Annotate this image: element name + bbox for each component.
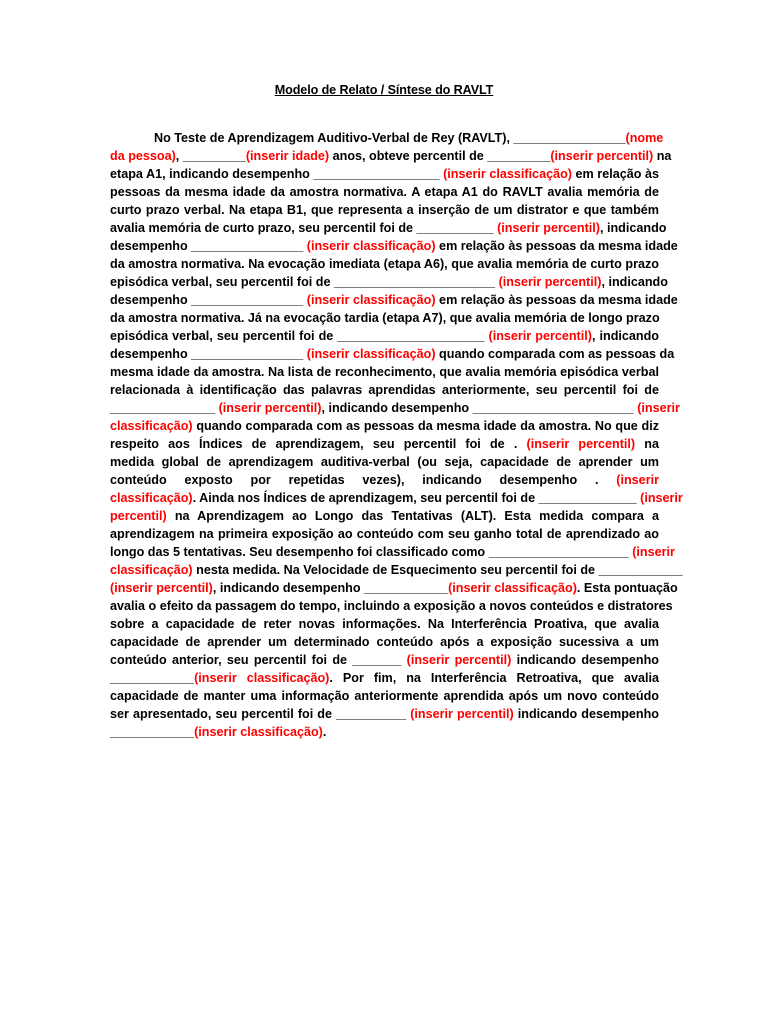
report-text: . Esta pontuação: [576, 581, 678, 595]
report-line: [110, 435, 659, 453]
placeholder-text: (inserir percentil): [110, 581, 213, 595]
report-text: , indicando: [601, 275, 668, 289]
report-text: sobre a capacidade de reter novas informações. Na Interferência Proativa, que avalia: [110, 617, 659, 631]
placeholder-text: (inserir: [637, 401, 680, 415]
report-line: [110, 219, 667, 237]
report-text: desempenho ________________: [110, 347, 307, 361]
report-line: [110, 471, 659, 489]
report-text: avalia memória de curto prazo, seu percentil foi de ___________: [110, 221, 498, 235]
report-line: [110, 597, 673, 615]
report-text: indicando desempenho: [511, 653, 660, 667]
report-text: anos, obteve percentil de _________: [329, 149, 551, 163]
placeholder-text: (inserir percentil): [488, 329, 592, 343]
report-text: conteúdo exposto por repetidas vezes), indicando desempenho .: [110, 473, 617, 487]
report-line: [110, 255, 659, 273]
report-text: quando comparada com as pessoas da: [435, 347, 675, 361]
report-text: nesta medida. Na Velocidade de Esquecimento seu percentil foi de ____________: [192, 563, 683, 577]
report-line: [110, 507, 659, 525]
report-text: em relação às: [571, 167, 659, 181]
placeholder-text: classificação): [110, 419, 193, 433]
report-line: [110, 147, 672, 165]
placeholder-text: (inserir percentil): [550, 149, 654, 163]
report-line: [110, 363, 659, 381]
report-line: [110, 327, 659, 345]
report-line: [110, 561, 683, 579]
report-text: , indicando desempenho _______________________: [321, 401, 638, 415]
placeholder-text: (inserir: [616, 473, 659, 487]
report-text: desempenho ________________: [110, 293, 307, 307]
placeholder-text: (inserir percentil): [218, 401, 322, 415]
report-text: ser apresentado, seu percentil foi de __________: [110, 707, 411, 721]
report-line: [110, 687, 659, 705]
placeholder-text: da pessoa): [110, 149, 176, 163]
report-text: relacionada à identificação das palavras aprendidas anteriormente, seu percentil foi de: [110, 383, 659, 397]
report-text: . Por fim, na Interferência Retroativa, que avalia: [329, 671, 659, 685]
placeholder-text: (inserir percentil): [526, 437, 636, 451]
document-title: Modelo de Relato / Síntese do RAVLT: [274, 83, 494, 97]
report-line: [110, 309, 659, 327]
placeholder-text: percentil): [110, 509, 167, 523]
report-text: episódica verbal, seu percentil foi de _____________________: [110, 329, 489, 343]
report-text: na: [635, 437, 659, 451]
report-line: [110, 615, 659, 633]
report-text: indicando desempenho: [513, 707, 659, 721]
placeholder-text: (inserir percentil): [498, 275, 602, 289]
report-text: conteúdo anterior, seu percentil foi de _______: [110, 653, 407, 667]
report-text: . Ainda nos Índices de aprendizagem, seu percentil foi de ______________: [192, 491, 641, 505]
report-text: , indicando desempenho ____________: [212, 581, 449, 595]
placeholder-text: (inserir classificação): [306, 239, 436, 253]
report-line: [110, 633, 659, 651]
report-line: [110, 705, 659, 723]
report-line: [110, 525, 659, 543]
report-text: na Aprendizagem ao Longo das Tentativas (ALT). Esta medida compara a: [166, 509, 659, 523]
report-text: avalia o efeito da passagem do tempo, incluindo a exposição a novos conteúdos e distratores: [110, 599, 673, 613]
placeholder-text: (inserir classificação): [443, 167, 572, 181]
placeholder-text: (inserir classificação): [194, 671, 330, 685]
report-text: mesma idade da amostra. Na lista de reconhecimento, que avalia memória episódica verbal: [110, 365, 659, 379]
report-line: [110, 543, 675, 561]
report-text: capacidade de manter uma informação anteriormente aprendida após um novo conteúdo: [110, 689, 659, 703]
report-line: [110, 399, 680, 417]
report-line: [110, 201, 659, 219]
report-line: [110, 489, 683, 507]
report-text: na: [653, 149, 672, 163]
report-text: .: [322, 725, 327, 739]
report-line: [110, 669, 659, 687]
report-text: ____________: [110, 671, 195, 685]
report-line: [110, 273, 668, 291]
report-text: , indicando: [591, 329, 659, 343]
report-line: [110, 165, 659, 183]
report-text: da amostra normativa. Já na evocação tardia (etapa A7), que avalia memória de longo prazo: [110, 311, 660, 325]
report-line: [110, 183, 659, 201]
placeholder-text: (inserir classificação): [448, 581, 577, 595]
report-text: _______________: [110, 401, 219, 415]
report-text: da amostra normativa. Na evocação imediata (etapa A6), que avalia memória de curto prazo: [110, 257, 659, 271]
report-line: [110, 345, 675, 363]
report-text: aprendizagem na primeira exposição ao conteúdo com seu ganho total de aprendizado ao: [110, 527, 659, 541]
placeholder-text: (inserir classificação): [306, 347, 436, 361]
report-text: desempenho ________________: [110, 239, 307, 253]
report-text: medida global de aprendizagem auditiva-verbal (ou seja, capacidade de aprender um: [110, 455, 659, 469]
report-text: , indicando: [599, 221, 667, 235]
report-text: em relação às pessoas da mesma idade: [435, 293, 678, 307]
placeholder-text: (nome: [625, 131, 664, 145]
report-text: em relação às pessoas da mesma idade: [435, 239, 678, 253]
placeholder-text: (inserir percentil): [497, 221, 600, 235]
report-text: ____________: [110, 725, 195, 739]
placeholder-text: (inserir: [640, 491, 683, 505]
report-line: [110, 651, 659, 669]
report-text: longo das 5 tentativas. Seu desempenho foi classificado como ____________________: [110, 545, 633, 559]
report-text: capacidade de aprender um determinado conteúdo após a exposição sucessiva a um: [110, 635, 659, 649]
report-line: [110, 291, 678, 309]
report-text: pessoas da mesma idade da amostra normativa. A etapa A1 do RAVLT avalia memória de: [110, 185, 659, 199]
report-line: [110, 453, 659, 471]
placeholder-text: (inserir idade): [245, 149, 330, 163]
report-line: [110, 237, 678, 255]
placeholder-text: classificação): [110, 491, 193, 505]
report-line: [110, 381, 659, 399]
report-text: episódica verbal, seu percentil foi de _______________________: [110, 275, 499, 289]
report-text: respeito aos Índices de aprendizagem, seu percentil foi de .: [110, 437, 527, 451]
report-line: [110, 579, 678, 597]
report-line: [110, 417, 659, 435]
placeholder-text: (inserir classificação): [194, 725, 323, 739]
placeholder-text: (inserir percentil): [410, 707, 514, 721]
placeholder-text: (inserir classificação): [306, 293, 436, 307]
report-line: [110, 723, 659, 741]
placeholder-text: classificação): [110, 563, 193, 577]
placeholder-text: (inserir percentil): [406, 653, 512, 667]
report-body: [110, 129, 683, 741]
report-text: No Teste de Aprendizagem Auditivo-Verbal de Rey (RAVLT), ________________: [154, 131, 626, 145]
placeholder-text: (inserir: [632, 545, 675, 559]
report-text: quando comparada com as pessoas da mesma idade da amostra. No que diz: [192, 419, 659, 433]
report-text: curto prazo verbal. Na etapa B1, que representa a inserção de um distrator e que também: [110, 203, 659, 217]
report-text: , _________: [175, 149, 246, 163]
report-line: [110, 129, 664, 147]
report-text: etapa A1, indicando desempenho __________________: [110, 167, 444, 181]
